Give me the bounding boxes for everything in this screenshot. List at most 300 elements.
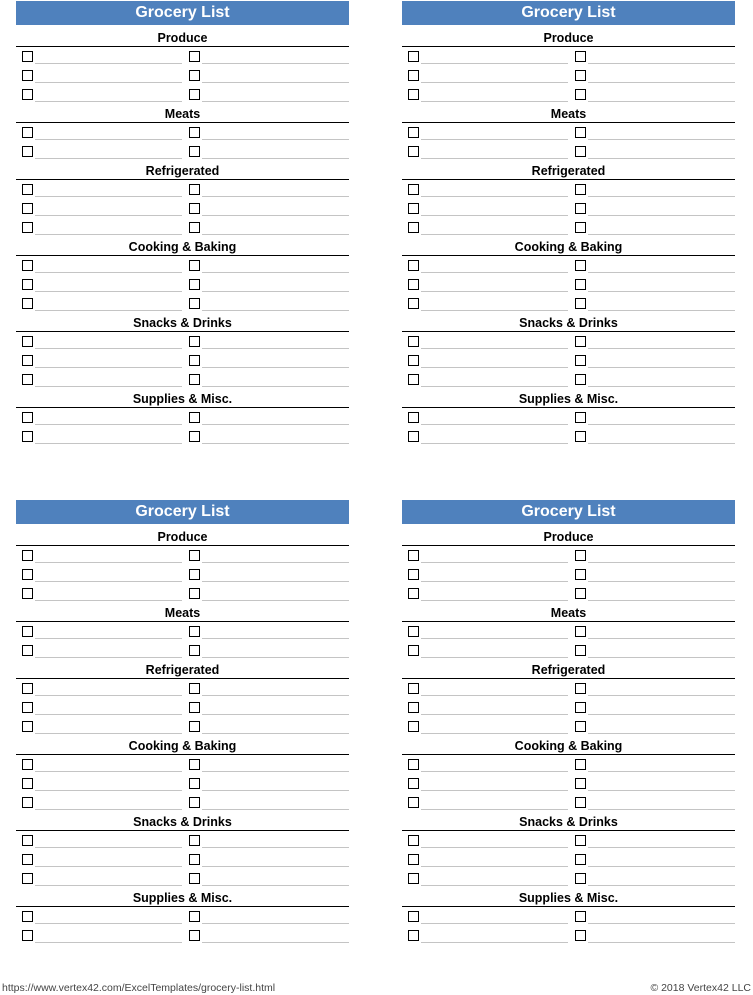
item-checkbox[interactable] bbox=[189, 778, 200, 789]
item-write-line[interactable] bbox=[202, 847, 349, 848]
item-write-line[interactable] bbox=[35, 63, 182, 64]
item-write-line[interactable] bbox=[421, 600, 568, 601]
item-write-line[interactable] bbox=[35, 291, 182, 292]
item-checkbox[interactable] bbox=[22, 778, 33, 789]
item-write-line[interactable] bbox=[421, 695, 568, 696]
item-checkbox[interactable] bbox=[22, 550, 33, 561]
item-write-line[interactable] bbox=[421, 885, 568, 886]
list-row bbox=[402, 869, 735, 888]
list-row bbox=[16, 256, 349, 275]
item-checkbox[interactable] bbox=[575, 835, 586, 846]
item-write-line[interactable] bbox=[35, 866, 182, 867]
item-checkbox[interactable] bbox=[408, 645, 419, 656]
list-item bbox=[16, 218, 182, 237]
list-row bbox=[16, 869, 349, 888]
item-write-line[interactable] bbox=[421, 581, 568, 582]
item-checkbox[interactable] bbox=[575, 759, 586, 770]
item-checkbox[interactable] bbox=[22, 569, 33, 580]
item-write-line[interactable] bbox=[202, 215, 349, 216]
list-item bbox=[569, 774, 735, 793]
item-checkbox[interactable] bbox=[22, 683, 33, 694]
item-write-line[interactable] bbox=[202, 771, 349, 772]
list-row bbox=[402, 850, 735, 869]
item-checkbox[interactable] bbox=[189, 222, 200, 233]
list-item bbox=[183, 584, 349, 603]
item-write-line[interactable] bbox=[588, 809, 735, 810]
list-row bbox=[16, 907, 349, 926]
item-checkbox[interactable] bbox=[189, 184, 200, 195]
item-checkbox[interactable] bbox=[22, 355, 33, 366]
item-checkbox[interactable] bbox=[408, 431, 419, 442]
list-row bbox=[402, 679, 735, 698]
item-checkbox[interactable] bbox=[189, 550, 200, 561]
list-row bbox=[402, 256, 735, 275]
item-write-line[interactable] bbox=[202, 272, 349, 273]
item-checkbox[interactable] bbox=[189, 797, 200, 808]
list-row bbox=[16, 123, 349, 142]
item-checkbox[interactable] bbox=[189, 569, 200, 580]
item-write-line[interactable] bbox=[202, 367, 349, 368]
list-item bbox=[402, 584, 568, 603]
item-checkbox[interactable] bbox=[189, 854, 200, 865]
item-checkbox[interactable] bbox=[408, 588, 419, 599]
list-item bbox=[16, 565, 182, 584]
item-checkbox[interactable] bbox=[22, 702, 33, 713]
item-checkbox[interactable] bbox=[189, 835, 200, 846]
item-checkbox[interactable] bbox=[189, 702, 200, 713]
item-checkbox[interactable] bbox=[408, 260, 419, 271]
item-write-line[interactable] bbox=[421, 215, 568, 216]
item-checkbox[interactable] bbox=[575, 873, 586, 884]
list-row bbox=[16, 199, 349, 218]
item-checkbox[interactable] bbox=[22, 930, 33, 941]
item-write-line[interactable] bbox=[35, 562, 182, 563]
item-checkbox[interactable] bbox=[408, 873, 419, 884]
item-write-line[interactable] bbox=[35, 101, 182, 102]
list-item bbox=[569, 546, 735, 565]
item-write-line[interactable] bbox=[421, 196, 568, 197]
item-write-line[interactable] bbox=[35, 272, 182, 273]
item-checkbox[interactable] bbox=[22, 336, 33, 347]
item-write-line[interactable] bbox=[421, 291, 568, 292]
item-checkbox[interactable] bbox=[408, 930, 419, 941]
item-write-line[interactable] bbox=[202, 158, 349, 159]
item-write-line[interactable] bbox=[421, 101, 568, 102]
item-checkbox[interactable] bbox=[408, 222, 419, 233]
list-item bbox=[402, 294, 568, 313]
item-write-line[interactable] bbox=[35, 139, 182, 140]
item-checkbox[interactable] bbox=[408, 835, 419, 846]
list-item bbox=[183, 332, 349, 351]
item-checkbox[interactable] bbox=[575, 778, 586, 789]
item-write-line[interactable] bbox=[588, 367, 735, 368]
item-checkbox[interactable] bbox=[408, 203, 419, 214]
item-write-line[interactable] bbox=[35, 348, 182, 349]
item-write-line[interactable] bbox=[588, 101, 735, 102]
item-write-line[interactable] bbox=[588, 714, 735, 715]
list-item bbox=[569, 717, 735, 736]
item-write-line[interactable] bbox=[588, 942, 735, 943]
item-checkbox[interactable] bbox=[22, 835, 33, 846]
item-write-line[interactable] bbox=[202, 310, 349, 311]
item-checkbox[interactable] bbox=[22, 184, 33, 195]
item-write-line[interactable] bbox=[202, 348, 349, 349]
item-write-line[interactable] bbox=[421, 733, 568, 734]
item-checkbox[interactable] bbox=[575, 222, 586, 233]
item-write-line[interactable] bbox=[202, 386, 349, 387]
list-item bbox=[183, 351, 349, 370]
item-write-line[interactable] bbox=[588, 695, 735, 696]
item-write-line[interactable] bbox=[35, 367, 182, 368]
item-checkbox[interactable] bbox=[22, 279, 33, 290]
item-write-line[interactable] bbox=[35, 942, 182, 943]
item-checkbox[interactable] bbox=[408, 336, 419, 347]
item-write-line[interactable] bbox=[35, 82, 182, 83]
item-checkbox[interactable] bbox=[189, 260, 200, 271]
item-checkbox[interactable] bbox=[408, 550, 419, 561]
item-write-line[interactable] bbox=[421, 272, 568, 273]
item-write-line[interactable] bbox=[35, 600, 182, 601]
item-checkbox[interactable] bbox=[22, 203, 33, 214]
item-checkbox[interactable] bbox=[22, 70, 33, 81]
item-checkbox[interactable] bbox=[22, 721, 33, 732]
item-checkbox[interactable] bbox=[189, 911, 200, 922]
item-checkbox[interactable] bbox=[189, 626, 200, 637]
item-write-line[interactable] bbox=[421, 771, 568, 772]
item-write-line[interactable] bbox=[588, 196, 735, 197]
item-write-line[interactable] bbox=[35, 215, 182, 216]
item-checkbox[interactable] bbox=[22, 759, 33, 770]
item-checkbox[interactable] bbox=[408, 569, 419, 580]
list-item bbox=[569, 926, 735, 945]
list-row bbox=[402, 142, 735, 161]
item-write-line[interactable] bbox=[421, 139, 568, 140]
item-write-line[interactable] bbox=[421, 443, 568, 444]
item-checkbox[interactable] bbox=[575, 70, 586, 81]
item-checkbox[interactable] bbox=[22, 797, 33, 808]
list-row bbox=[16, 351, 349, 370]
item-write-line[interactable] bbox=[588, 82, 735, 83]
item-checkbox[interactable] bbox=[22, 645, 33, 656]
item-write-line[interactable] bbox=[588, 657, 735, 658]
item-checkbox[interactable] bbox=[22, 127, 33, 138]
list-title: Grocery List bbox=[16, 500, 349, 524]
item-write-line[interactable] bbox=[421, 386, 568, 387]
item-write-line[interactable] bbox=[588, 234, 735, 235]
item-write-line[interactable] bbox=[35, 847, 182, 848]
item-write-line[interactable] bbox=[202, 695, 349, 696]
item-write-line[interactable] bbox=[35, 443, 182, 444]
item-write-line[interactable] bbox=[421, 866, 568, 867]
item-write-line[interactable] bbox=[421, 847, 568, 848]
item-checkbox[interactable] bbox=[575, 431, 586, 442]
item-write-line[interactable] bbox=[35, 771, 182, 772]
item-write-line[interactable] bbox=[35, 885, 182, 886]
item-checkbox[interactable] bbox=[575, 203, 586, 214]
item-checkbox[interactable] bbox=[22, 626, 33, 637]
item-write-line[interactable] bbox=[588, 443, 735, 444]
item-checkbox[interactable] bbox=[575, 127, 586, 138]
item-checkbox[interactable] bbox=[189, 374, 200, 385]
list-title: Grocery List bbox=[402, 1, 735, 25]
item-checkbox[interactable] bbox=[575, 51, 586, 62]
item-checkbox[interactable] bbox=[22, 911, 33, 922]
item-checkbox[interactable] bbox=[575, 355, 586, 366]
item-checkbox[interactable] bbox=[575, 645, 586, 656]
item-write-line[interactable] bbox=[202, 291, 349, 292]
item-checkbox[interactable] bbox=[408, 854, 419, 865]
item-write-line[interactable] bbox=[202, 600, 349, 601]
item-write-line[interactable] bbox=[588, 291, 735, 292]
item-checkbox[interactable] bbox=[408, 184, 419, 195]
item-checkbox[interactable] bbox=[408, 626, 419, 637]
item-checkbox[interactable] bbox=[408, 298, 419, 309]
item-checkbox[interactable] bbox=[575, 911, 586, 922]
item-write-line[interactable] bbox=[421, 82, 568, 83]
item-write-line[interactable] bbox=[588, 215, 735, 216]
item-checkbox[interactable] bbox=[575, 184, 586, 195]
item-write-line[interactable] bbox=[421, 348, 568, 349]
item-write-line[interactable] bbox=[421, 424, 568, 425]
item-write-line[interactable] bbox=[202, 923, 349, 924]
item-write-line[interactable] bbox=[202, 942, 349, 943]
item-write-line[interactable] bbox=[588, 158, 735, 159]
item-checkbox[interactable] bbox=[408, 279, 419, 290]
item-write-line[interactable] bbox=[202, 443, 349, 444]
item-write-line[interactable] bbox=[588, 63, 735, 64]
item-checkbox[interactable] bbox=[189, 146, 200, 157]
list-item bbox=[402, 427, 568, 446]
item-checkbox[interactable] bbox=[408, 146, 419, 157]
list-item bbox=[402, 831, 568, 850]
item-write-line[interactable] bbox=[35, 657, 182, 658]
list-item bbox=[183, 755, 349, 774]
list-item bbox=[569, 793, 735, 812]
item-write-line[interactable] bbox=[35, 923, 182, 924]
item-checkbox[interactable] bbox=[189, 127, 200, 138]
item-checkbox[interactable] bbox=[189, 279, 200, 290]
item-write-line[interactable] bbox=[202, 424, 349, 425]
item-write-line[interactable] bbox=[35, 733, 182, 734]
item-write-line[interactable] bbox=[421, 790, 568, 791]
item-write-line[interactable] bbox=[202, 82, 349, 83]
list-row bbox=[402, 66, 735, 85]
item-checkbox[interactable] bbox=[22, 588, 33, 599]
item-checkbox[interactable] bbox=[575, 550, 586, 561]
item-checkbox[interactable] bbox=[575, 569, 586, 580]
section-heading-refrigerated: Refrigerated bbox=[16, 663, 349, 679]
item-write-line[interactable] bbox=[35, 234, 182, 235]
item-checkbox[interactable] bbox=[408, 355, 419, 366]
item-write-line[interactable] bbox=[421, 310, 568, 311]
item-checkbox[interactable] bbox=[575, 626, 586, 637]
item-checkbox[interactable] bbox=[408, 127, 419, 138]
item-checkbox[interactable] bbox=[408, 911, 419, 922]
item-write-line[interactable] bbox=[35, 695, 182, 696]
item-checkbox[interactable] bbox=[575, 89, 586, 100]
item-checkbox[interactable] bbox=[189, 336, 200, 347]
list-item bbox=[183, 850, 349, 869]
item-write-line[interactable] bbox=[202, 101, 349, 102]
item-write-line[interactable] bbox=[588, 581, 735, 582]
item-write-line[interactable] bbox=[35, 196, 182, 197]
item-checkbox[interactable] bbox=[22, 412, 33, 423]
item-write-line[interactable] bbox=[35, 714, 182, 715]
item-checkbox[interactable] bbox=[22, 873, 33, 884]
item-write-line[interactable] bbox=[588, 923, 735, 924]
item-checkbox[interactable] bbox=[189, 70, 200, 81]
list-item bbox=[183, 641, 349, 660]
item-write-line[interactable] bbox=[35, 310, 182, 311]
item-write-line[interactable] bbox=[421, 562, 568, 563]
item-write-line[interactable] bbox=[588, 310, 735, 311]
item-write-line[interactable] bbox=[588, 733, 735, 734]
item-checkbox[interactable] bbox=[189, 89, 200, 100]
item-checkbox[interactable] bbox=[22, 89, 33, 100]
item-write-line[interactable] bbox=[202, 714, 349, 715]
item-checkbox[interactable] bbox=[22, 146, 33, 157]
item-checkbox[interactable] bbox=[189, 51, 200, 62]
item-checkbox[interactable] bbox=[408, 70, 419, 81]
item-write-line[interactable] bbox=[421, 809, 568, 810]
item-write-line[interactable] bbox=[588, 847, 735, 848]
item-write-line[interactable] bbox=[588, 638, 735, 639]
item-write-line[interactable] bbox=[202, 809, 349, 810]
item-checkbox[interactable] bbox=[408, 89, 419, 100]
item-checkbox[interactable] bbox=[189, 645, 200, 656]
item-write-line[interactable] bbox=[588, 386, 735, 387]
item-checkbox[interactable] bbox=[189, 759, 200, 770]
item-write-line[interactable] bbox=[588, 600, 735, 601]
item-write-line[interactable] bbox=[202, 638, 349, 639]
item-write-line[interactable] bbox=[421, 923, 568, 924]
item-checkbox[interactable] bbox=[575, 854, 586, 865]
item-checkbox[interactable] bbox=[575, 930, 586, 941]
item-write-line[interactable] bbox=[588, 790, 735, 791]
list-row bbox=[402, 926, 735, 945]
item-checkbox[interactable] bbox=[189, 203, 200, 214]
list-item bbox=[402, 142, 568, 161]
item-checkbox[interactable] bbox=[408, 778, 419, 789]
item-checkbox[interactable] bbox=[189, 588, 200, 599]
item-checkbox[interactable] bbox=[189, 930, 200, 941]
item-checkbox[interactable] bbox=[189, 683, 200, 694]
list-row bbox=[402, 408, 735, 427]
item-checkbox[interactable] bbox=[575, 260, 586, 271]
item-checkbox[interactable] bbox=[408, 683, 419, 694]
item-checkbox[interactable] bbox=[575, 588, 586, 599]
item-write-line[interactable] bbox=[421, 63, 568, 64]
item-write-line[interactable] bbox=[202, 581, 349, 582]
item-write-line[interactable] bbox=[588, 771, 735, 772]
item-checkbox[interactable] bbox=[408, 412, 419, 423]
item-checkbox[interactable] bbox=[22, 298, 33, 309]
item-write-line[interactable] bbox=[588, 139, 735, 140]
footer-url[interactable]: https://www.vertex42.com/ExcelTemplates/grocery-list.html bbox=[2, 982, 276, 994]
item-write-line[interactable] bbox=[35, 638, 182, 639]
item-write-line[interactable] bbox=[202, 196, 349, 197]
item-write-line[interactable] bbox=[421, 367, 568, 368]
item-write-line[interactable] bbox=[588, 348, 735, 349]
item-write-line[interactable] bbox=[35, 158, 182, 159]
item-checkbox[interactable] bbox=[575, 374, 586, 385]
item-checkbox[interactable] bbox=[189, 355, 200, 366]
item-write-line[interactable] bbox=[35, 790, 182, 791]
item-checkbox[interactable] bbox=[408, 759, 419, 770]
item-checkbox[interactable] bbox=[22, 854, 33, 865]
list-item bbox=[402, 622, 568, 641]
item-checkbox[interactable] bbox=[189, 873, 200, 884]
item-write-line[interactable] bbox=[421, 158, 568, 159]
item-checkbox[interactable] bbox=[408, 374, 419, 385]
item-write-line[interactable] bbox=[202, 63, 349, 64]
item-write-line[interactable] bbox=[588, 866, 735, 867]
item-write-line[interactable] bbox=[421, 234, 568, 235]
item-write-line[interactable] bbox=[202, 234, 349, 235]
item-write-line[interactable] bbox=[202, 733, 349, 734]
item-write-line[interactable] bbox=[588, 885, 735, 886]
list-item bbox=[16, 755, 182, 774]
list-item bbox=[402, 774, 568, 793]
item-write-line[interactable] bbox=[202, 562, 349, 563]
list-row bbox=[16, 85, 349, 104]
item-checkbox[interactable] bbox=[408, 721, 419, 732]
item-checkbox[interactable] bbox=[22, 260, 33, 271]
item-checkbox[interactable] bbox=[189, 431, 200, 442]
item-write-line[interactable] bbox=[35, 809, 182, 810]
item-checkbox[interactable] bbox=[408, 702, 419, 713]
list-item bbox=[183, 142, 349, 161]
item-write-line[interactable] bbox=[588, 562, 735, 563]
item-write-line[interactable] bbox=[421, 638, 568, 639]
list-item bbox=[569, 622, 735, 641]
item-checkbox[interactable] bbox=[22, 374, 33, 385]
item-write-line[interactable] bbox=[35, 424, 182, 425]
item-checkbox[interactable] bbox=[575, 797, 586, 808]
item-write-line[interactable] bbox=[202, 885, 349, 886]
item-checkbox[interactable] bbox=[189, 412, 200, 423]
item-write-line[interactable] bbox=[421, 942, 568, 943]
item-checkbox[interactable] bbox=[575, 279, 586, 290]
item-checkbox[interactable] bbox=[22, 51, 33, 62]
item-write-line[interactable] bbox=[202, 657, 349, 658]
item-write-line[interactable] bbox=[588, 424, 735, 425]
item-checkbox[interactable] bbox=[189, 721, 200, 732]
item-write-line[interactable] bbox=[35, 386, 182, 387]
item-checkbox[interactable] bbox=[575, 721, 586, 732]
item-checkbox[interactable] bbox=[575, 683, 586, 694]
item-checkbox[interactable] bbox=[408, 797, 419, 808]
item-write-line[interactable] bbox=[202, 866, 349, 867]
item-checkbox[interactable] bbox=[22, 222, 33, 233]
item-write-line[interactable] bbox=[421, 657, 568, 658]
list-item bbox=[402, 199, 568, 218]
item-checkbox[interactable] bbox=[575, 702, 586, 713]
item-checkbox[interactable] bbox=[408, 51, 419, 62]
item-write-line[interactable] bbox=[202, 790, 349, 791]
item-write-line[interactable] bbox=[421, 714, 568, 715]
item-checkbox[interactable] bbox=[575, 336, 586, 347]
item-write-line[interactable] bbox=[588, 272, 735, 273]
item-write-line[interactable] bbox=[35, 581, 182, 582]
item-write-line[interactable] bbox=[202, 139, 349, 140]
item-checkbox[interactable] bbox=[22, 431, 33, 442]
item-checkbox[interactable] bbox=[575, 298, 586, 309]
section-heading-snacks-and-drinks: Snacks & Drinks bbox=[16, 316, 349, 332]
item-checkbox[interactable] bbox=[575, 146, 586, 157]
item-checkbox[interactable] bbox=[575, 412, 586, 423]
item-checkbox[interactable] bbox=[189, 298, 200, 309]
